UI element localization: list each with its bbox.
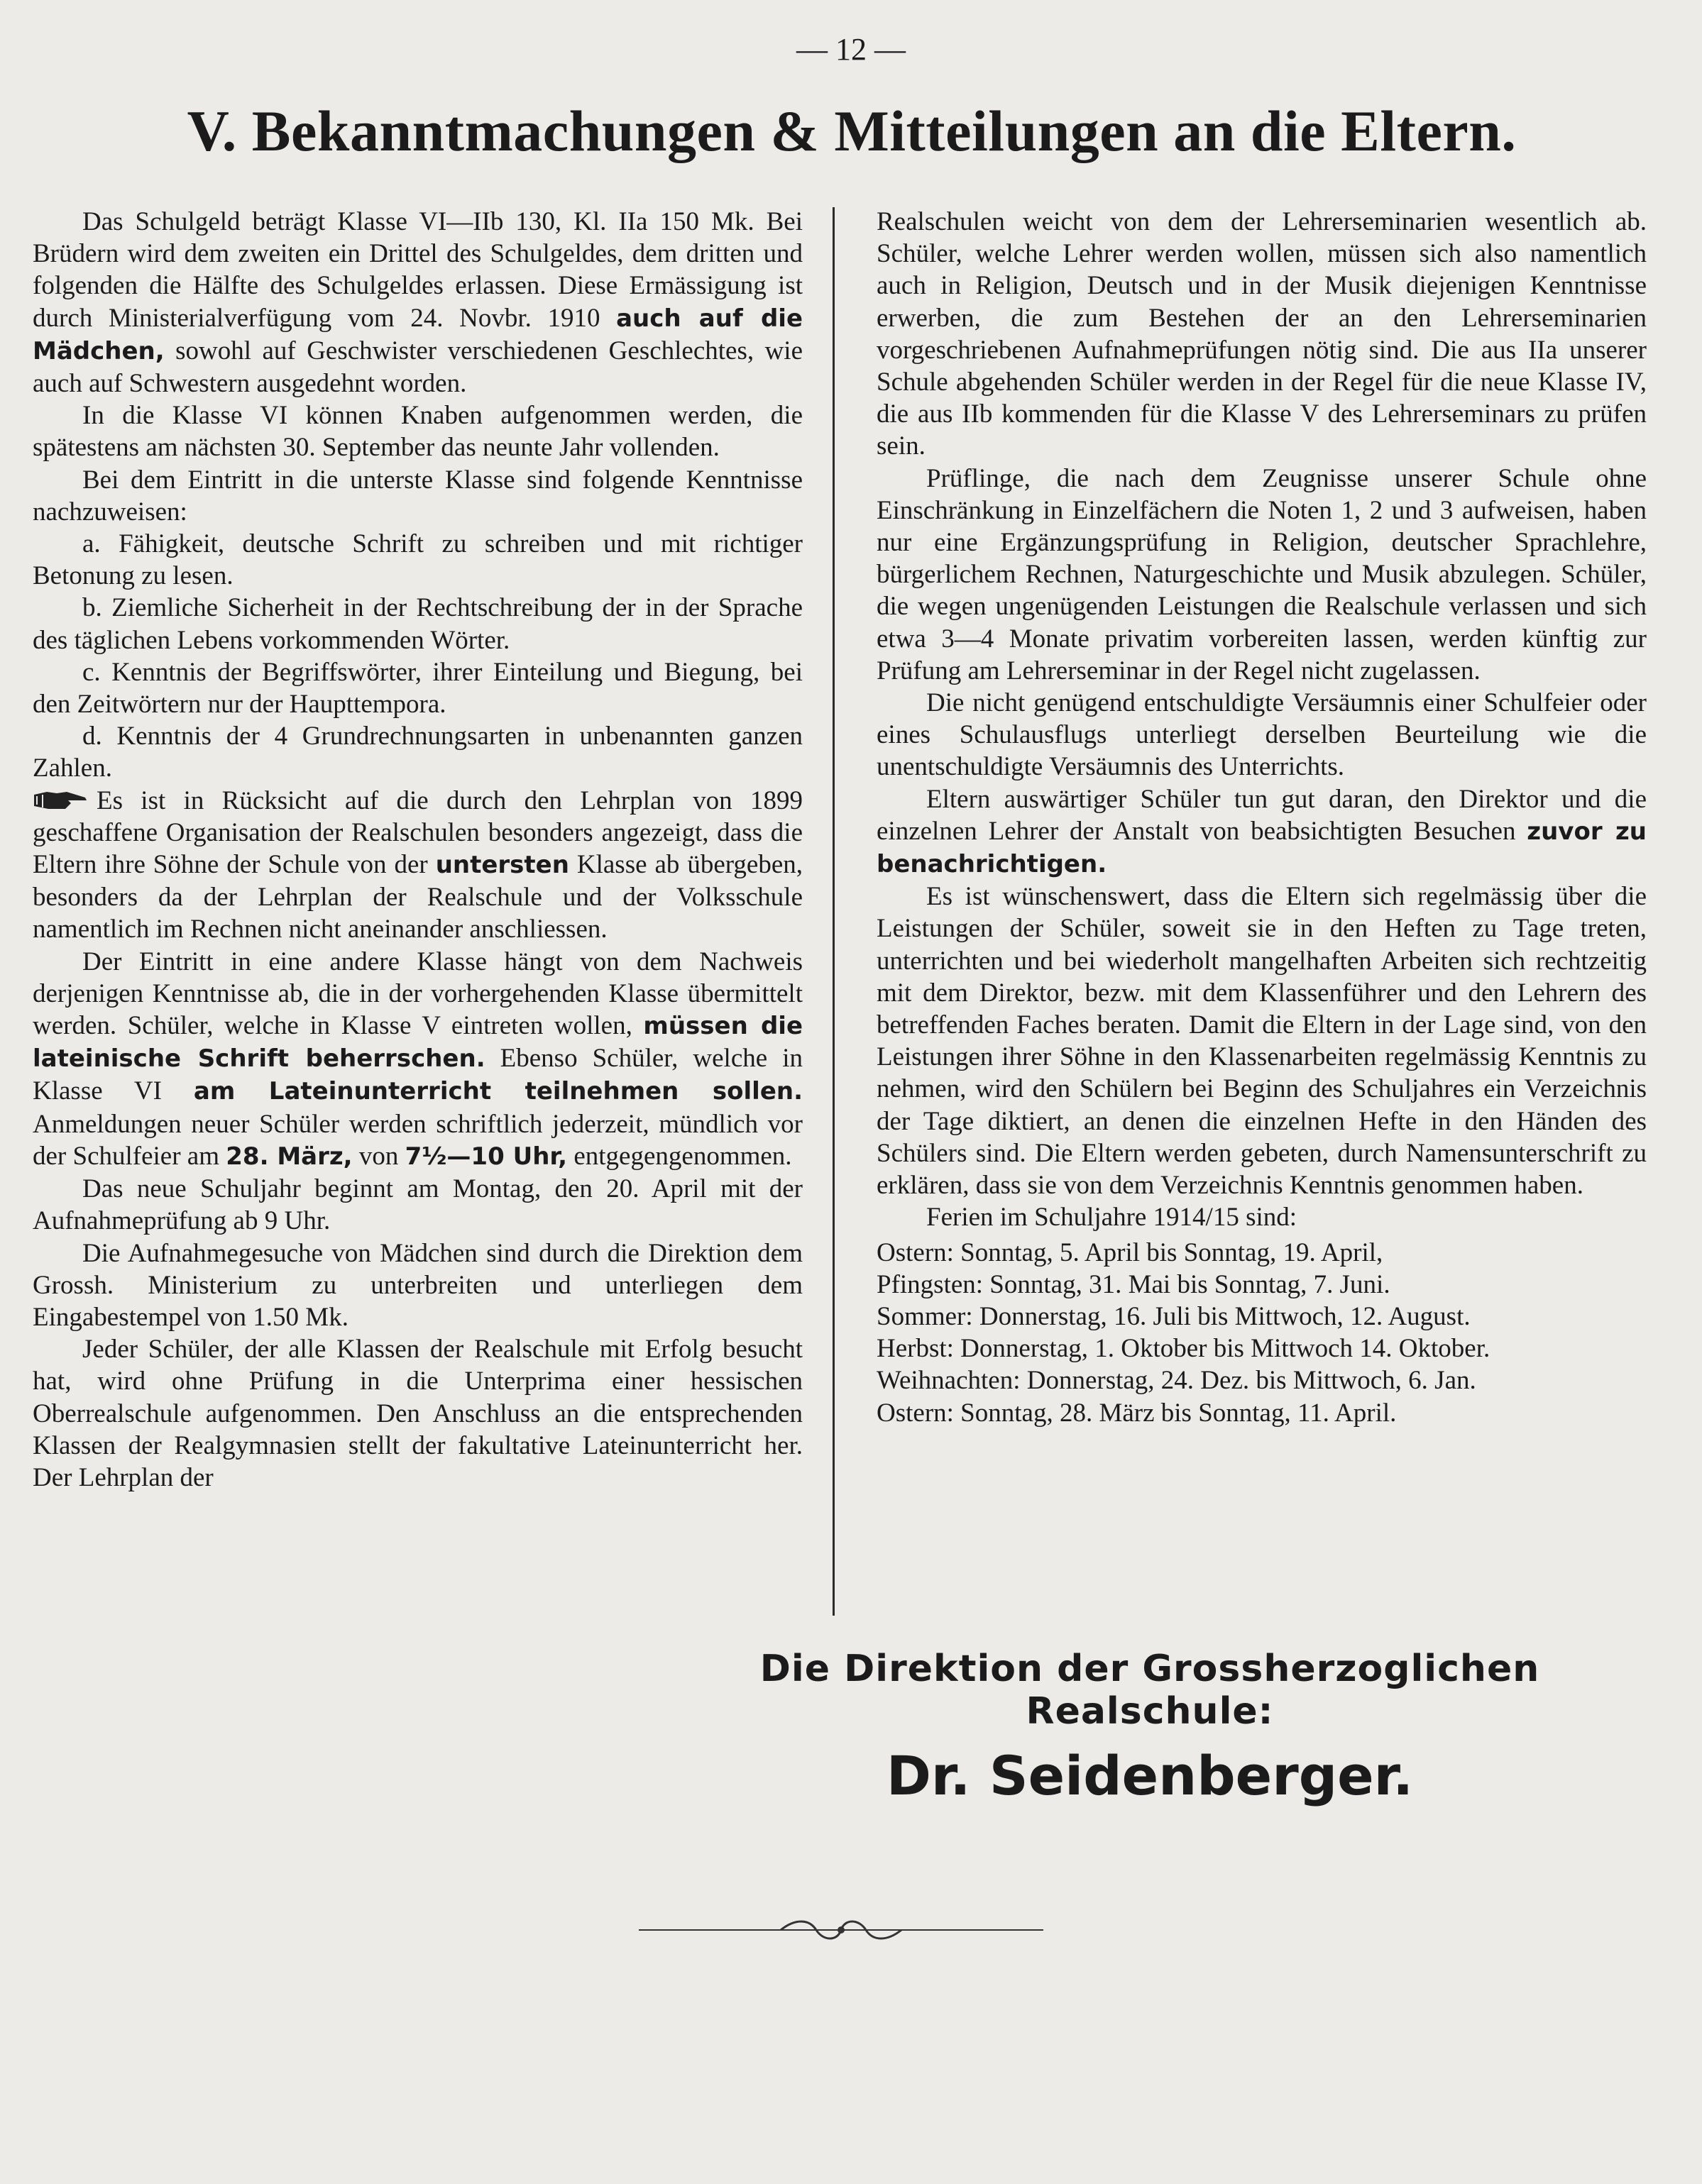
list-item: Pfingsten: Sonntag, 31. Mai bis Sonntag, 7. Juni. xyxy=(877,1269,1390,1299)
paragraph-progress-monitoring: Es ist wünschenswert, dass die Eltern sich regelmässig über die Leistungen der Schüler, soweit sie in den Heften zu Tage treten, unterrichten und bei wiederholt mangelhaften Arbeiten sich rechtzeitig mit dem Direktor, bezw. mit dem Klassenführer und den Lehrern des betreffenden Faches beraten. Damit die Eltern in der Lage sind, von den Leistungen ihrer Söhne in den Klassenarbeiten regelmässig Kenntnis zu nehmen, wird den Schülern bei Beginn des Schuljahres ein Verzeichnis der Tage diktiert, an denen die einzelnen Hefte in den Händen des Schülers sind. Die Eltern werden gebeten, durch Namensunterschrift zu erklären, dass sie von dem Verzeichnis Kenntnis genommen haben. xyxy=(877,882,1647,1201)
right-column xyxy=(877,206,1647,1429)
list-item: Herbst: Donnerstag, 1. Oktober bis Mittwoch 14. Oktober. xyxy=(877,1334,1490,1364)
paragraph-school-fee: Das Schulgeld beträgt Klasse VI—IIb 130, Kl. IIa 150 Mk. Bei Brüdern wird dem zweiten ein Drittel des Schulgeldes, dem dritten und folgenden die Hälfte des Schulgeldes erlassen. Diese Ermässigung ist durch Ministerialverfügung vom 24. Novbr. 1910 auch auf die Mädchen, sowohl auf Geschwister verschiedenen Geschlechtes, wie auch auf Schwestern ausgedehnt worden. xyxy=(33,207,803,399)
paragraph-visiting-parents: Eltern auswärtiger Schüler tun gut daran, den Direktor und die einzelnen Lehrer der Anstalt von beabsichtigten Besuchen zuvor zu benachrichtigen. xyxy=(877,784,1647,879)
list-item: Sommer: Donnerstag, 16. Juli bis Mittwoch, 12. August. xyxy=(877,1301,1471,1331)
signer-name: Dr. Seidenberger. xyxy=(886,1744,1414,1807)
requirements-list xyxy=(33,528,803,785)
holiday-list xyxy=(877,1237,1647,1429)
pointing-hand-icon xyxy=(33,788,89,812)
list-item: d. Kenntnis der 4 Grundrechnungsarten in unbenannten ganzen Zahlen. xyxy=(33,722,803,783)
paragraph-teacher-seminar: Realschulen weicht von dem der Lehrerseminarien wesentlich ab. Schüler, welche Lehrer werden wollen, müssen sich also namentlich auch in Religion, Deutsch und in der Musik diejenigen Kenntnisse erwerben, die zum Bestehen der an den Lehrerseminarien vorgeschriebenen Aufnahmeprüfungen nötig sind. Die aus IIa unserer Schule abgehenden Schüler werden in der Regel für die neue Klasse IV, die aus IIb kommenden für die Klasse V des Lehrerseminars zu prüfen sein. xyxy=(877,207,1647,461)
page-title: V. Bekanntmachungen & Mitteilungen an die Eltern. xyxy=(187,99,1517,163)
paragraph-requirements-intro: Bei dem Eintritt in die unterste Klasse sind folgende Kenntnisse nachzuweisen: xyxy=(33,465,803,526)
list-item: a. Fähigkeit, deutsche Schrift zu schreiben und mit richtiger Betonung zu lesen. xyxy=(33,529,803,591)
list-item: c. Kenntnis der Begriffswörter, ihrer Einteilung und Biegung, bei den Zeitwörtern nur der Haupttempora. xyxy=(33,657,803,719)
page-number: — 12 — xyxy=(796,32,906,67)
paragraph-school-year: Das neue Schuljahr beginnt am Montag, den 20. April mit der Aufnahmeprüfung ab 9 Uhr. xyxy=(33,1174,803,1236)
paragraph-absence: Die nicht genügend entschuldigte Versäumnis einer Schulfeier oder eines Schulausflugs unterliegt derselben Beurteilung wie die unentschuldigte Versäumnis des Unterrichts. xyxy=(877,688,1647,782)
list-item: Ostern: Sonntag, 28. März bis Sonntag, 11. April. xyxy=(877,1398,1397,1428)
paragraph-girls-admission: Die Aufnahmegesuche von Mädchen sind durch die Direktion dem Grossh. Ministerium zu unterbreiten und unterliegen dem Eingabestempel von 1.50 Mk. xyxy=(33,1238,803,1332)
list-item: Weihnachten: Donnerstag, 24. Dez. bis Mittwoch, 6. Jan. xyxy=(877,1366,1476,1396)
left-column xyxy=(33,206,803,1494)
list-item: b. Ziemliche Sicherheit in der Rechtschreibung der in der Sprache des täglichen Lebens vorkommenden Wörter. xyxy=(33,593,803,655)
paragraph-admission-age: In die Klasse VI können Knaben aufgenommen werden, die spätestens am nächsten 30. September das neunte Jahr vollenden. xyxy=(33,401,803,463)
column-divider xyxy=(833,207,835,1616)
paragraph-holidays-heading: Ferien im Schuljahre 1914/15 sind: xyxy=(926,1203,1297,1232)
list-item: Ostern: Sonntag, 5. April bis Sonntag, 19. April, xyxy=(877,1237,1383,1267)
ornament-divider-icon xyxy=(639,1916,1043,1944)
paragraph-curriculum-notice: Es ist in Rücksicht auf die durch den Lehrplan von 1899 geschaffene Organisation der Realschulen besonders angezeigt, dass die Eltern ihre Söhne der Schule von der untersten Klasse ab übergeben, besonders da der Lehrplan der Realschule und der Volksschule namentlich im Rechnen nicht aneinander anschliessen. xyxy=(33,785,803,944)
paragraph-transfer: Der Eintritt in eine andere Klasse hängt von dem Nachweis derjenigen Kenntnisse ab, die in der vorhergehenden Klasse übermittelt werden. Schüler, welche in Klasse V eintreten wollen, müssen die lateinische Schrift beherrschen. Ebenso Schüler, welche in Klasse VI am Lateinunterricht teilnehmen sollen. Anmeldungen neuer Schüler werden schriftlich jederzeit, mündlich vor der Schulfeier am 28. März, von 7½—10 Uhr, entgegengenommen. xyxy=(33,947,803,1171)
paragraph-examinees: Prüflinge, die nach dem Zeugnisse unserer Schule ohne Einschränkung in Einzelfächern die Noten 1, 2 und 3 aufweisen, haben nur eine Ergänzungsprüfung in Religion, deutscher Sprachlehre, bürgerlichem Rechnen, Naturgeschichte und Musik abzulegen. Schüler, die wegen ungenügenden Leistungen die Realschule verlassen und sich etwa 3—4 Monate privatim vorbereiten lassen, werden künftig zur Prüfung am Lehrerseminar in der Regel nicht zugelassen. xyxy=(877,463,1647,685)
paragraph-upper-school: Jeder Schüler, der alle Klassen der Realschule mit Erfolg besucht hat, wird ohne Prüfung in die Unterprima einer hessischen Oberrealschule aufgenommen. Den Anschluss an die entsprechenden Klassen der Realgymnasien stellt der fakultative Lateinunterricht her. Der Lehrplan der xyxy=(33,1335,803,1492)
signature-line: Die Direktion der Grossherzoglichen Realschule: xyxy=(759,1648,1540,1733)
